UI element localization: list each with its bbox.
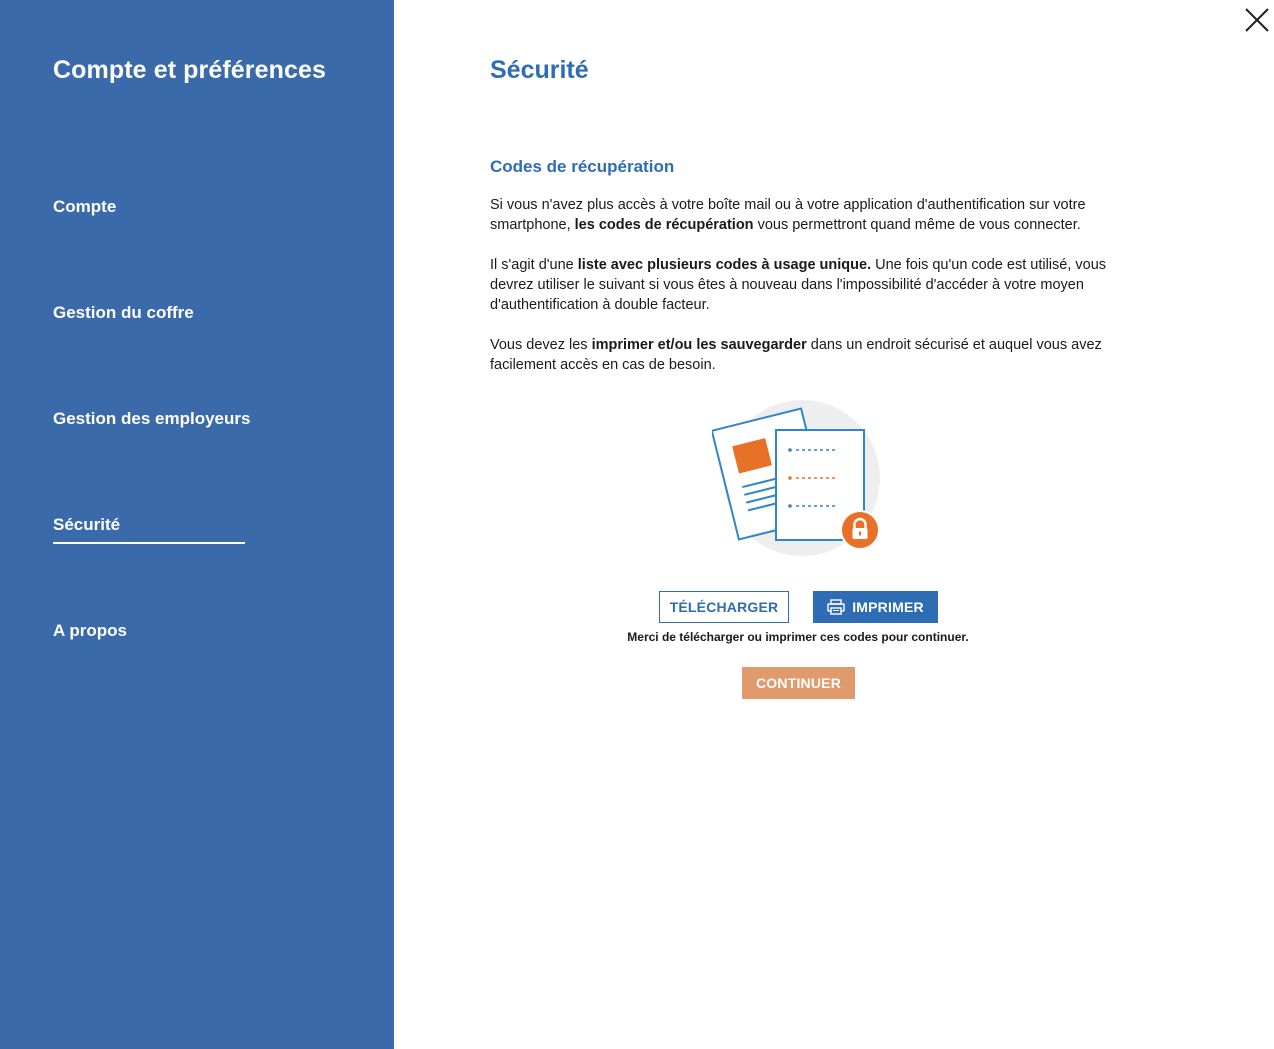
sidebar-item-securite[interactable]: Sécurité bbox=[53, 515, 121, 534]
sidebar bbox=[0, 0, 394, 1049]
paragraph-single-use: Il s'agit d'une liste avec plusieurs codes à usage unique. Une fois qu'un code est utilisé, vous devrez utiliser le suivant si vous êtes à nouveau dans l'impossibilité d'accéder à votre moyen d'authentification à double facteur. bbox=[490, 257, 1107, 313]
sidebar-item-compte[interactable]: Compte bbox=[53, 197, 117, 216]
print-button[interactable] bbox=[813, 591, 938, 623]
sidebar-item-gestion-employeurs[interactable]: Gestion des employeurs bbox=[53, 409, 251, 428]
page-title: Sécurité bbox=[490, 56, 589, 84]
section-title: Codes de récupération bbox=[490, 157, 675, 176]
download-hint: Merci de télécharger ou imprimer ces codes pour continuer. bbox=[627, 630, 969, 644]
printer-icon bbox=[827, 599, 845, 615]
print-button-label: IMPRIMER bbox=[852, 599, 924, 615]
continue-button[interactable]: CONTINUER bbox=[742, 667, 855, 699]
sidebar-item-a-propos[interactable]: A propos bbox=[53, 621, 127, 640]
lock-icon bbox=[840, 510, 880, 550]
sidebar-title: Compte et préférences bbox=[53, 56, 327, 84]
close-icon bbox=[1243, 6, 1271, 34]
sidebar-item-gestion-coffre[interactable]: Gestion du coffre bbox=[53, 303, 194, 322]
download-button[interactable]: TÉLÉCHARGER bbox=[659, 591, 789, 623]
paragraph-intro: Si vous n'avez plus accès à votre boîte mail ou à votre application d'authentification sur votre smartphone, les codes de récupération vous permettront quand même de vous connecter. bbox=[490, 197, 1086, 233]
paragraph-print-save: Vous devez les imprimer et/ou les sauvegarder dans un endroit sécurisé et auquel vous avez facilement accès en cas de besoin. bbox=[490, 337, 1102, 373]
close-button[interactable] bbox=[1243, 6, 1271, 34]
recovery-codes-illustration bbox=[712, 396, 887, 566]
